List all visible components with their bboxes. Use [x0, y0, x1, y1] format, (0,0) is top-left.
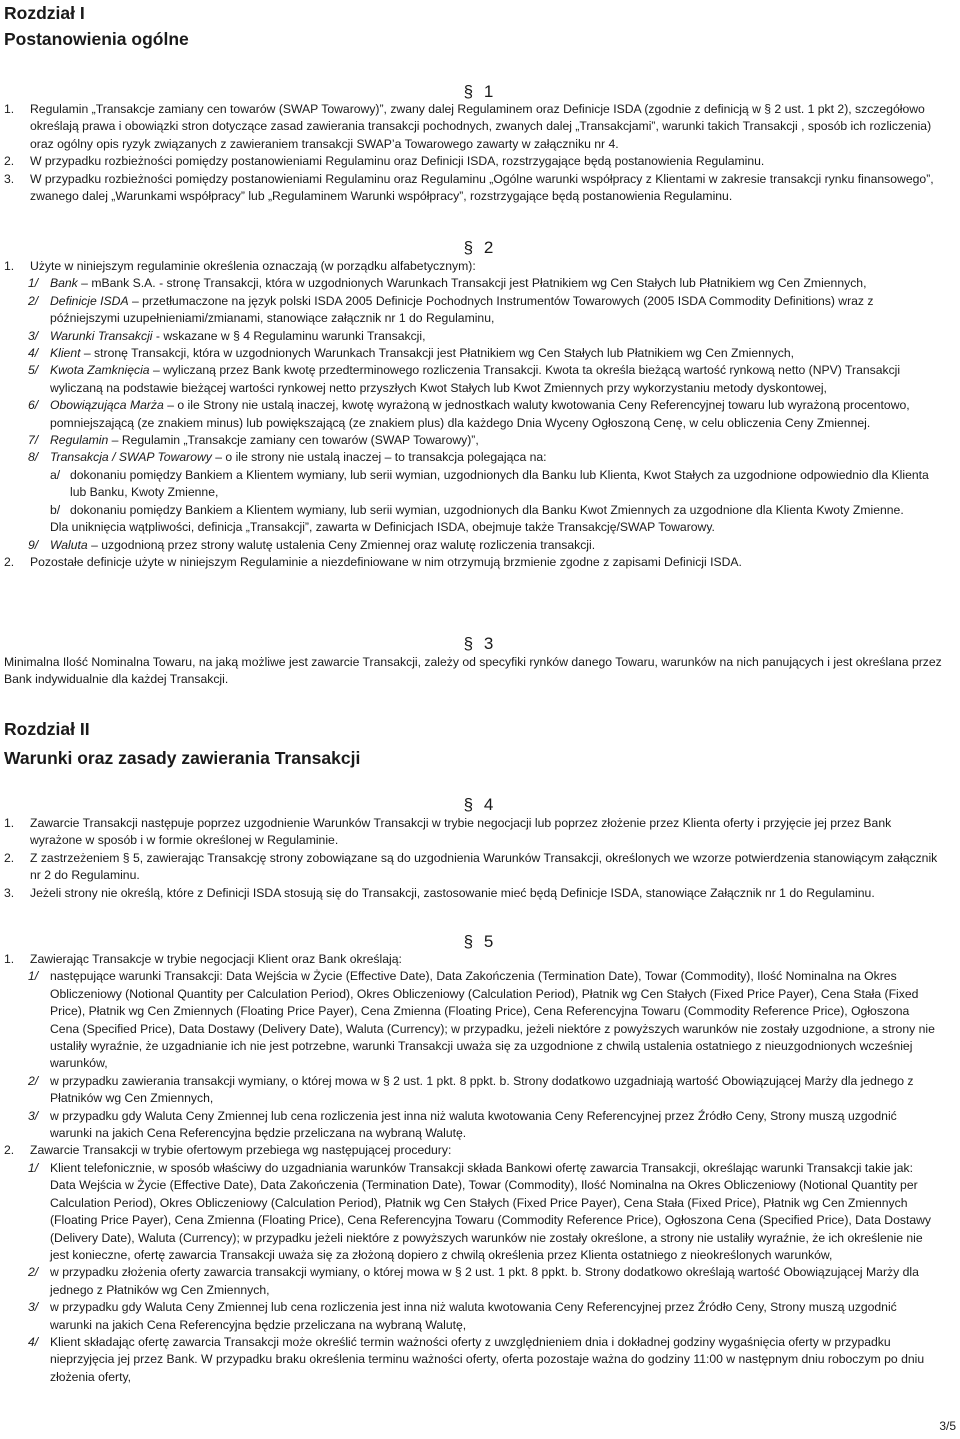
item-text: W przypadku rozbieżności pomiędzy postanowieniami Regulaminu oraz Definicji ISDA, rozstrzygające będą postanowienia Regulaminu.: [30, 154, 765, 169]
item-text: Klient telefonicznie, w sposób właściwy do uzgadniania warunków Transakcji składa Bankowi ofertę zawarcia Transakcji, określając warunki Transakcji takie jak: Data Wejścia w Życie (Effective Date), Data Zakończenia (Termination Date), Towar (Commodity), Ilość Nominalna na Okres Obliczeniowy (Notional Quantity per Calculation Period), Okres Obliczeniowy (Calculation Period), Płatnik wg Cen Stałych (Fixed Price Payer), Cena Stała (Fixed Price), Płatnik wg Cen Zmiennych (Floating Price Payer), Cena Zmienna (Floating Price), Cena Referencyjna Towaru (Commodity Reference Price), Ogłoszona Cena (Specified Price), Data Dostawy (Delivery Date), Waluta (Currency); w przypadku jeżeli niektóre z powyższych warunków nie zostały określone, a strony nie ustaliły wyraźnie, że ich określenie nie jest konieczne, ofertę zawarcia Transakcji uważa się za złożoną dopiero z chwilą określenia przez Klienta ostatniego z nieokreślonych warunków,: [50, 1160, 932, 1262]
item-text: Jeżeli strony nie określą, które z Definicji ISDA stosują się do Transakcji, zastosowanie mieć będą Definicje ISDA, stanowiące Załącznik nr 1 do Regulaminu.: [30, 885, 875, 900]
list-item: 1. Zawarcie Transakcji następuje poprzez uzgodnienie Warunków Transakcji w trybie negocjacji lub poprzez złożenie przez Klienta oferty i przyjęcie jej przez Bank wyrażone w sposób i w formie określonej w Regulaminie.: [4, 816, 892, 848]
definition-term: Warunki Transakcji: [50, 328, 153, 343]
list-item: 2. Z zastrzeżeniem § 5, zawierając Transakcję strony zobowiązane są do uzgodnienia Warunków Transakcji, określonych we wzorze potwierdzenia stanowiącym załącznik nr 2 do Regulaminu.: [4, 850, 938, 883]
list-item: 2. W przypadku rozbieżności pomiędzy postanowieniami Regulaminu oraz Definicji ISDA, rozstrzygające będą postanowienia Regulaminu.: [4, 154, 765, 169]
item-text: następujące warunki Transakcji: Data Wejścia w Życie (Effective Date), Data Zakończenia (Termination Date), Towar (Commodity), Ilość Nominalna na Okres Obliczeniowy (Notional Quantity per Calculation Period), Okres Obliczeniowy (Calculation Period), Płatnik wg Cen Stałych (Fixed Price Payer), Cena Stała (Fixed Price), Płatnik wg Cen Zmiennych (Floating Price Payer), Cena Zmienna (Floating Price), Cena Referencyjna Towaru (Commodity Reference Price), Ogłoszona Cena (Specified Price), Data Dostawy (Delivery Date), Waluta (Currency); w przypadku, jeżeli niektóre z powyższych warunków nie zostały uzgodnione, a strony nie ustaliły wyraźnie, że uzgadnianie ich nie jest potrzebne, warunki Transakcji uważa się za uzgodnione z chwilą ustalenia ostatniego z nieuzgodnionych wcześniej warunków,: [50, 969, 935, 1071]
definition-item: 8/ Transakcja / SWAP Towarowy – o ile strony nie ustalą inaczej – to transakcja polegająca na:: [28, 450, 547, 465]
offer-item: 3/ w przypadku gdy Waluta Ceny Zmiennej lub cena rozliczenia jest inna niż waluta kwotowania Ceny Referencyjnej przez Źródło Ceny, Strony muszą uzgodnić warunki na jakich Cena Referencyjna będzie przeliczana na wybraną Walutę,: [28, 1300, 897, 1332]
item-text: Klient składając ofertę zawarcia Transakcji może określić termin ważności oferty z uwzględnieniem dnia i dokładnej godziny wygaśnięcia oferty w przypadku nieprzyjęcia jej przez Bank. W przypadku braku określenia terminu ważności oferty, oferta pozostaje ważna do godziny 11:00 w następnym dniu roboczym po dniu złożenia oferty,: [50, 1334, 925, 1384]
definition-item: 2/ Definicje ISDA – przetłumaczone na język polski ISDA 2005 Definicje Pochodnych Instrumentów Towarowych (2005 ISDA Commodity Definitions) wraz z późniejszymi uzupełnieniami/zmianami, stanowiące załącznik nr 1 do Regulaminu,: [28, 293, 874, 326]
paragraph-sign: § 2: [463, 238, 497, 257]
definition-term: Kwota Zamknięcia: [50, 363, 150, 378]
definition-text: – stronę Transakcji, która w uzgodnionych Warunkach Transakcji jest Płatnikiem wg Cen Stałych lub Płatnikiem wg Cen Zmiennych,: [80, 346, 795, 361]
list-item: 2. Pozostałe definicje użyte w niniejszym Regulaminie a niezdefiniowane w nim otrzymują brzmienie zgodne z zapisami Definicji ISDA.: [4, 554, 742, 569]
option-text: dokonaniu pomiędzy Bankiem a Klientem wymiany, lub serii wymian, uzgodnionych dla Banku Kwot Zmiennych za uzgodnione dla Klienta Kwoty Zmienne.: [70, 502, 904, 517]
chapter-title: Warunki oraz zasady zawierania Transakcji: [4, 748, 361, 768]
definition-text: – o ile Strony nie ustalą inaczej, kwotę wyrażoną w jednostkach waluty kwotowania Ceny Referencyjnej towaru lub wyrażoną procentowo, pomniejszającą (ze znakiem minus) lub powiększającą (ze znakiem plus) dla każdego Dnia Wyceny Ogłoszoną Cenę, w celu obliczenia Ceny Zmiennej.: [50, 398, 910, 430]
definition-item: 4/ Klient – stronę Transakcji, która w uzgodnionych Warunkach Transakcji jest Płatnikiem wg Cen Stałych lub Płatnikiem wg Cen Zmiennych,: [28, 346, 795, 361]
item-text: Zawarcie Transakcji w trybie ofertowym przebiega wg następującej procedury:: [30, 1143, 452, 1158]
item-text: W przypadku rozbieżności pomiędzy postanowieniami Regulaminu oraz Regulaminu „Ogólne warunki współpracy z Klientami w zakresie transakcji rynku finansowego”, zwanego dalej „Warunkami współpracy” lub „Regulaminem Warunki współpracy”, rozstrzygające będą postanowienia Regulaminu.: [30, 171, 934, 204]
item-text: Z zastrzeżeniem § 5, zawierając Transakcję strony zobowiązane są do uzgodnienia Warunków Transakcji, określonych we wzorze potwierdzenia stanowiącym załącznik nr 2 do Regulaminu.: [30, 850, 938, 883]
list-item: 2. Zawarcie Transakcji w trybie ofertowym przebiega wg następującej procedury:: [4, 1143, 452, 1158]
item-text: w przypadku gdy Waluta Ceny Zmiennej lub cena rozliczenia jest inna niż waluta kwotowania Ceny Referencyjnej przez Źródło Ceny, Strony muszą uzgodnić warunki na jakich Cena Referencyjna będzie przeliczana na wybraną Walutę,: [50, 1300, 897, 1332]
list-item: 1. Użyte w niniejszym regulaminie określenia oznaczają (w porządku alfabetycznym):: [4, 259, 476, 273]
chapter-label: Rozdział II: [4, 719, 90, 739]
definition-text: – wyliczaną przez Bank kwotę przedterminowego rozliczenia Transakcji. Kwota ta określa bieżącą wartość rynkową netto (NPV) Transakcji wyliczaną na podstawie bieżącej wartości rynkowej netto przyszłych Kwot Stałych lub Kwot Zmiennych przy wykorzystaniu metody dyskontowej,: [50, 363, 901, 395]
item-text: w przypadku gdy Waluta Ceny Zmiennej lub cena rozliczenia jest inna niż waluta kwotowania Ceny Referencyjnej przez Źródło Ceny, Strony muszą uzgodnić warunki na jakich Cena Referencyjna będzie przeliczana na wybraną Walutę.: [50, 1108, 897, 1141]
definition-term: Klient: [50, 346, 81, 361]
list-item: 3. W przypadku rozbieżności pomiędzy postanowieniami Regulaminu oraz Regulaminu „Ogólne warunki współpracy z Klientami w zakresie transakcji rynku finansowego”, zwanego dalej „Warunkami współpracy” lub „Regulaminem Warunki współpracy”, rozstrzygające będą postanowienia Regulaminu.: [4, 171, 934, 204]
definition-text: - wskazane w § 4 Regulaminu warunki Transakcji,: [152, 328, 426, 343]
item-text: w przypadku złożenia oferty zawarcia transakcji wymiany, o której mowa w § 2 ust. 1 pkt. 8 ppkt. b. Strony dodatkowo określają wartość Obowiązującej Marży dla jednego z Płatników wg Cen Zmiennych,: [50, 1265, 919, 1297]
swap-option: b/ dokonaniu pomiędzy Bankiem a Klientem wymiany, lub serii wymian, uzgodnionych dla Banku Kwot Zmiennych za uzgodnione dla Klienta Kwoty Zmienne.: [50, 502, 904, 517]
paragraph-sign: § 4: [463, 795, 497, 814]
chapter-title: Postanowienia ogólne: [4, 29, 189, 49]
definition-item: 3/ Warunki Transakcji - wskazane w § 4 Regulaminu warunki Transakcji,: [28, 328, 426, 343]
swap-note: Dla uniknięcia wątpliwości, definicja „Transakcji”, zawarta w Definicjach ISDA, obejmuje także Transakcję/SWAP Towarowy.: [50, 520, 715, 535]
definition-term: Regulamin: [50, 433, 109, 448]
definition-text: – o ile strony nie ustalą inaczej – to transakcja polegająca na:: [211, 450, 547, 465]
definition-term: Bank: [50, 276, 78, 291]
definition-text: – uzgodnioną przez strony walutę ustalenia Ceny Zmiennej oraz walutę rozliczenia transakcji.: [87, 537, 596, 552]
item-text: w przypadku zawierania transakcji wymiany, o której mowa w § 2 ust. 1 pkt. 8 ppkt. b. Strony dodatkowo uzgadniają wartość Obowiązującej Marży dla jednego z Płatników wg Cen Zmiennych,: [50, 1073, 914, 1106]
section-4: [0, 815, 940, 902]
section-5: [0, 951, 940, 1386]
item-text: Użyte w niniejszym regulaminie określenia oznaczają (w porządku alfabetycznym):: [30, 259, 476, 273]
item-text: Pozostałe definicje użyte w niniejszym Regulaminie a niezdefiniowane w nim otrzymują brzmienie zgodne z zapisami Definicji ISDA.: [30, 554, 742, 569]
definition-term: Definicje ISDA: [50, 293, 129, 308]
page-number: 3/5: [939, 1418, 956, 1433]
section-1: [0, 101, 940, 205]
item-text: Zawierając Transakcje w trybie negocjacji Klient oraz Bank określają:: [30, 952, 402, 966]
list-item: 1. Zawierając Transakcje w trybie negocjacji Klient oraz Bank określają:: [4, 952, 402, 966]
item-text: Zawarcie Transakcji następuje poprzez uzgodnienie Warunków Transakcji w trybie negocjacji lub poprzez złożenie przez Klienta oferty i przyjęcie jej przez Bank wyrażone w sposób i w formie określonej w Regulaminie.: [30, 816, 892, 848]
offer-item: 4/ Klient składając ofertę zawarcia Transakcji może określić termin ważności oferty z uwzględnieniem dnia i dokładnej godziny wygaśnięcia oferty w przypadku nieprzyjęcia jej przez Bank. W przypadku braku określenia terminu ważności oferty, oferta pozostaje ważna do godziny 11:00 w następnym dniu roboczym po dniu złożenia oferty,: [28, 1334, 925, 1384]
definition-item: 5/ Kwota Zamknięcia – wyliczaną przez Bank kwotę przedterminowego rozliczenia Transakcji. Kwota ta określa bieżącą wartość rynkową netto (NPV) Transakcji wyliczaną na podstawie bieżącej wartości rynkowej netto przyszłych Kwot Stałych lub Kwot Zmiennych przy wykorzystaniu metody dyskontowej,: [28, 363, 901, 395]
section-2: [0, 258, 940, 571]
paragraph-sign: § 5: [463, 932, 497, 951]
definition-text: – przetłumaczone na język polski ISDA 2005 Definicje Pochodnych Instrumentów Towarowych (2005 ISDA Commodity Definitions) wraz z późniejszymi uzupełnieniami/zmianami, stanowiące załącznik nr 1 do Regulaminu,: [50, 293, 874, 326]
item-text: Regulamin „Transakcje zamiany cen towarów (SWAP Towarowy)”, zwany dalej Regulaminem oraz Definicje ISDA (zgodnie z definicją w § 2 ust. 1 pkt 2), szczegółowo określają prawa i obowiązki stron dotyczące zasad zawierania transakcji pochodnych, zwanych dalej „Transakcjami”, warunki takich Transakcji , sposób ich rozliczenia) oraz ogólny opis ryzyk związanych z zawieraniem transakcji SWAP’a Towarowego zawarty w załączniku nr 4.: [30, 102, 932, 151]
definition-item: 6/ Obowiązująca Marża – o ile Strony nie ustalą inaczej, kwotę wyrażoną w jednostkach waluty kwotowania Ceny Referencyjnej towaru lub wyrażoną procentowo, pomniejszającą (ze znakiem minus) lub powiększającą (ze znakiem plus) dla każdego Dnia Wyceny Ogłoszoną Cenę, w celu obliczenia Ceny Zmiennej.: [28, 398, 910, 430]
negotiation-item: 2/ w przypadku zawierania transakcji wymiany, o której mowa w § 2 ust. 1 pkt. 8 ppkt. b. Strony dodatkowo uzgadniają wartość Obowiązującej Marży dla jednego z Płatników wg Cen Zmiennych,: [28, 1073, 914, 1106]
offer-item: 2/ w przypadku złożenia oferty zawarcia transakcji wymiany, o której mowa w § 2 ust. 1 pkt. 8 ppkt. b. Strony dodatkowo określają wartość Obowiązującej Marży dla jednego z Płatników wg Cen Zmiennych,: [28, 1265, 919, 1297]
definition-term: Obowiązująca Marża: [50, 398, 164, 413]
definition-item: 1/ Bank – mBank S.A. - stronę Transakcji, która w uzgodnionych Warunkach Transakcji jest Płatnikiem wg Cen Stałych lub Płatnikiem wg Cen Zmiennych,: [28, 276, 867, 291]
offer-item: 1/ Klient telefonicznie, w sposób właściwy do uzgadniania warunków Transakcji składa Bankowi ofertę zawarcia Transakcji, określając warunki Transakcji takie jak: Data Wejścia w Życie (Effective Date), Data Zakończenia (Termination Date), Towar (Commodity), Ilość Nominalna na Okres Obliczeniowy (Notional Quantity per Calculation Period), Okres Obliczeniowy (Calculation Period), Płatnik wg Cen Stałych (Fixed Price Payer), Cena Stała (Fixed Price), Płatnik wg Cen Zmiennych (Floating Price Payer), Cena Zmienna (Floating Price), Cena Referencyjna Towaru (Commodity Reference Price), Ogłoszona Cena (Specified Price), Data Dostawy (Delivery Date), Waluta (Currency); w przypadku jeżeli niektóre z powyższych warunków nie zostały określone, a strony nie ustaliły wyraźnie, że ich określenie nie jest konieczne, ofertę zawarcia Transakcji uważa się za złożoną dopiero z chwilą określenia przez Klienta ostatniego z nieokreślonych warunków,: [28, 1160, 932, 1262]
swap-option: a/ dokonaniu pomiędzy Bankiem a Klientem wymiany, lub serii wymian, uzgodnionych dla Banku lub Klienta, Kwot Stałych za uzgodnione odpowiednio dla Klienta lub Banku, Kwoty Zmienne,: [50, 467, 929, 500]
section-3-text: Minimalna Ilość Nominalna Towaru, na jaką możliwe jest zawarcie Transakcji, zależy od specyfiki rynków danego Towaru, warunków na nich panujących i jest określana przez Bank indywidualnie dla każdej Transakcji.: [4, 655, 942, 687]
definition-text: – mBank S.A. - stronę Transakcji, która w uzgodnionych Warunkach Transakcji jest Płatnikiem wg Cen Stałych lub Płatnikiem wg Cen Zmiennych,: [77, 276, 867, 291]
definition-item: 9/ Waluta – uzgodnioną przez strony walutę ustalenia Ceny Zmiennej oraz walutę rozliczenia transakcji.: [28, 537, 596, 552]
definition-term: Waluta: [50, 537, 88, 552]
list-item: 3. Jeżeli strony nie określą, które z Definicji ISDA stosują się do Transakcji, zastosowanie mieć będą Definicje ISDA, stanowiące Załącznik nr 1 do Regulaminu.: [4, 885, 875, 900]
negotiation-item: 3/ w przypadku gdy Waluta Ceny Zmiennej lub cena rozliczenia jest inna niż waluta kwotowania Ceny Referencyjnej przez Źródło Ceny, Strony muszą uzgodnić warunki na jakich Cena Referencyjna będzie przeliczana na wybraną Walutę.: [28, 1108, 897, 1141]
definition-term: Transakcja / SWAP Towarowy: [50, 450, 212, 465]
list-item: 1. Regulamin „Transakcje zamiany cen towarów (SWAP Towarowy)”, zwany dalej Regulaminem oraz Definicje ISDA (zgodnie z definicją w § 2 ust. 1 pkt 2), szczegółowo określają prawa i obowiązki stron dotyczące zasad zawierania transakcji pochodnych, zwanych dalej „Transakcjami”, warunki takich Transakcji , sposób ich rozliczenia) oraz ogólny opis ryzyk związanych z zawieraniem transakcji SWAP’a Towarowego zawarty w załączniku nr 4.: [4, 102, 932, 151]
paragraph-sign: § 3: [463, 634, 497, 653]
definition-item: 7/ Regulamin – Regulamin „Transakcje zamiany cen towarów (SWAP Towarowy)”,: [28, 433, 479, 448]
paragraph-sign: § 1: [463, 82, 497, 101]
option-text: dokonaniu pomiędzy Bankiem a Klientem wymiany, lub serii wymian, uzgodnionych dla Banku lub Klienta, Kwot Stałych za uzgodnione odpowiednio dla Klienta lub Banku, Kwoty Zmienne,: [70, 467, 929, 500]
definition-text: – Regulamin „Transakcje zamiany cen towarów (SWAP Towarowy)”,: [108, 433, 479, 448]
chapter-label: Rozdział I: [4, 3, 85, 23]
negotiation-item: 1/ następujące warunki Transakcji: Data Wejścia w Życie (Effective Date), Data Zakończenia (Termination Date), Towar (Commodity), Ilość Nominalna na Okres Obliczeniowy (Notional Quantity per Calculation Period), Okres Obliczeniowy (Calculation Period), Płatnik wg Cen Stałych (Fixed Price Payer), Cena Stała (Fixed Price), Płatnik wg Cen Zmiennych (Floating Price Payer), Cena Zmienna (Floating Price), Cena Referencyjna Towaru (Commodity Reference Price), Ogłoszona Cena (Specified Price), Data Dostawy (Delivery Date), Waluta (Currency); w przypadku, jeżeli niektóre z powyższych warunków nie zostały uzgodnione, a strony nie ustaliły wyraźnie, że uzgadnianie ich nie jest potrzebne, warunki Transakcji uważa się za uzgodnione z chwilą ustalenia ostatniego z nieuzgodnionych wcześniej warunków,: [28, 969, 935, 1071]
